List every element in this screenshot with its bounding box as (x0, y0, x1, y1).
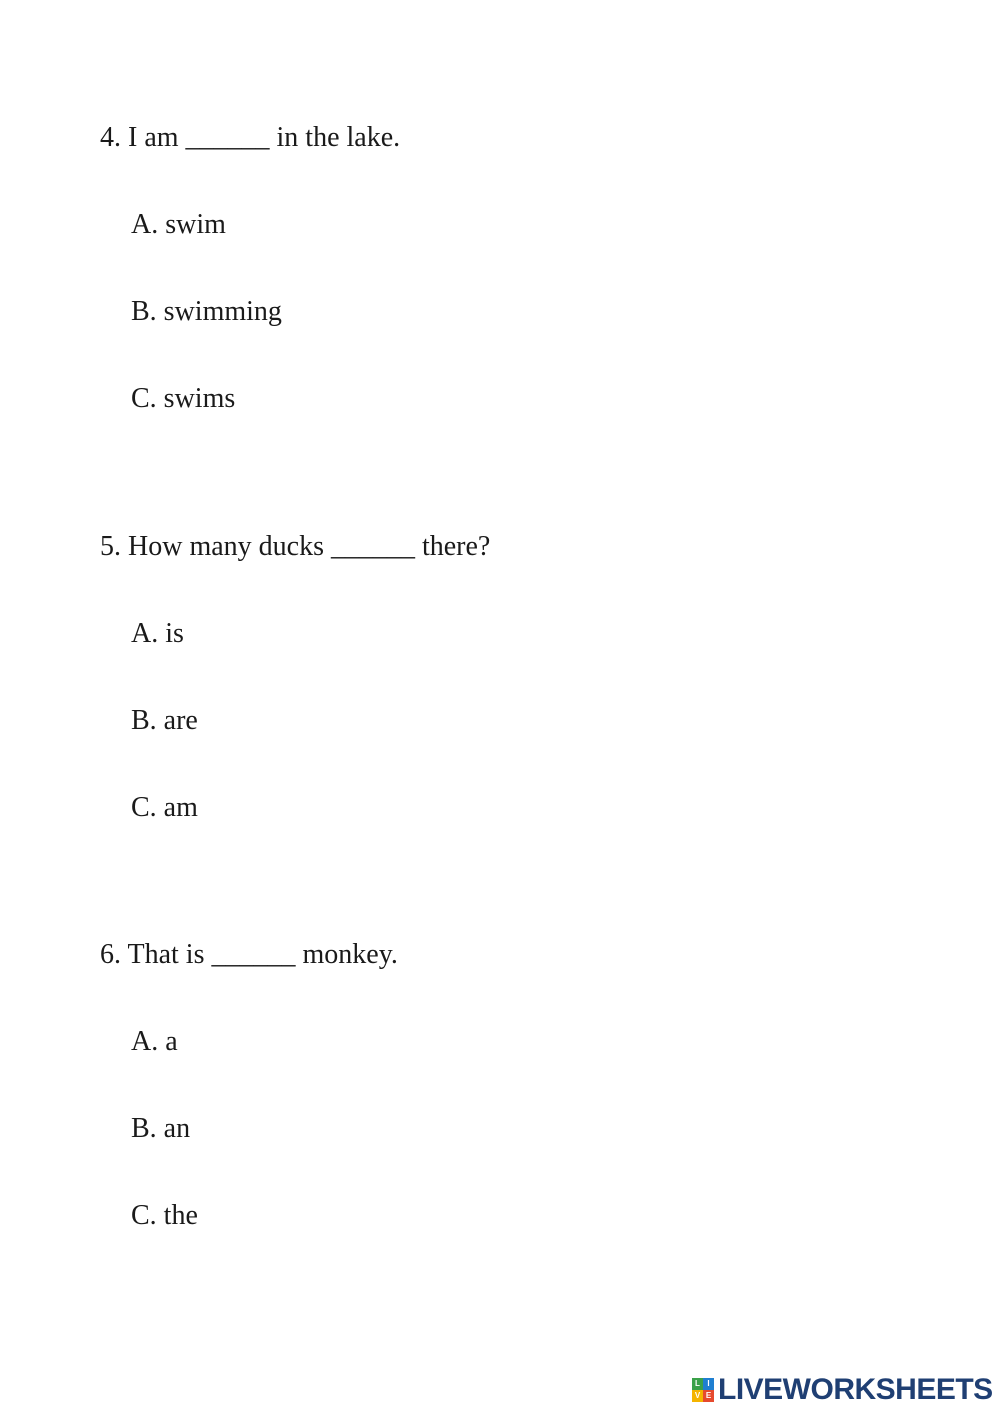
question-text: 4. I am ______ in the lake. (100, 122, 401, 153)
answer-option-a[interactable]: A. a (131, 1026, 178, 1057)
logo-tiles-icon (692, 1378, 714, 1402)
answer-option-b[interactable]: B. an (131, 1113, 191, 1144)
logo-tile-icon: V (692, 1390, 703, 1402)
question-text: 6. That is ______ monkey. (100, 939, 398, 970)
logo-text: LIVEWORKSHEETS (718, 1373, 993, 1406)
answer-option-b[interactable]: B. are (131, 705, 198, 736)
logo-tile-icon: I (703, 1378, 714, 1390)
liveworksheets-logo (692, 1374, 993, 1406)
answer-option-a[interactable]: A. swim (131, 209, 226, 240)
question-text: 5. How many ducks ______ there? (100, 531, 491, 562)
logo-tile-icon: L (692, 1378, 703, 1390)
answer-option-c[interactable]: C. am (131, 792, 198, 823)
answer-option-a[interactable]: A. is (131, 618, 184, 649)
answer-option-b[interactable]: B. swimming (131, 296, 282, 327)
logo-tile-icon: E (703, 1390, 714, 1402)
answer-option-c[interactable]: C. swims (131, 383, 236, 414)
answer-option-c[interactable]: C. the (131, 1200, 198, 1231)
